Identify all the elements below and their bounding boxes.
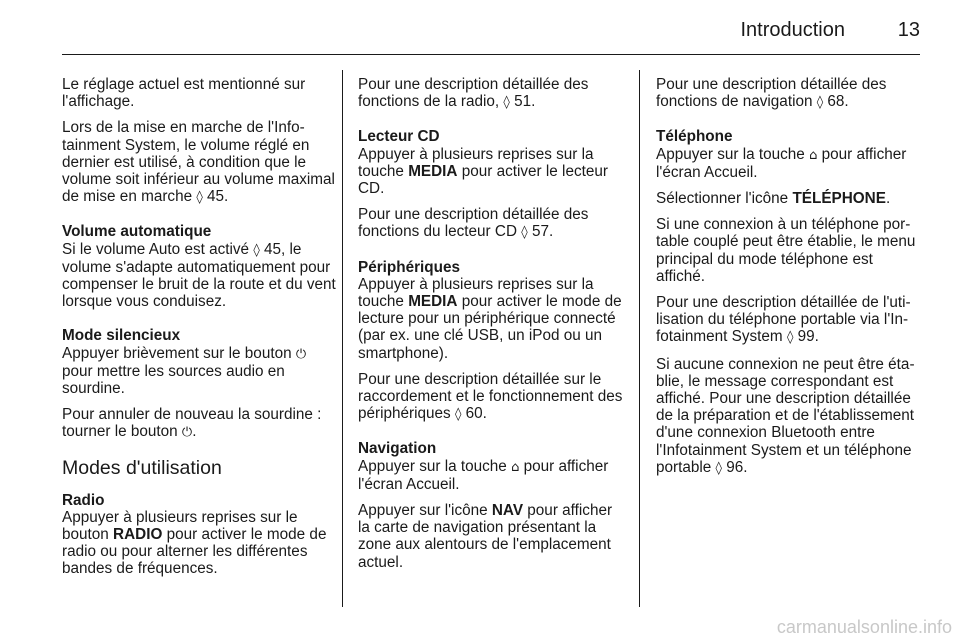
paragraph: Si aucune connexion ne peut être établie, le message correspondant est affiché. Pour une description détaillée de la préparation et de l'établissement d'une connexion Bluetooth entre l'Infotainment System et un téléphone portable ◊ 96. <box>656 355 915 476</box>
paragraph: Sélectionner l'icône TÉLÉPHONE. <box>656 190 891 208</box>
page-ref[interactable]: 96. <box>726 458 748 476</box>
column-right <box>656 76 924 486</box>
page-ref-icon: ◊ <box>196 190 203 206</box>
home-icon: ⌂ <box>511 459 520 475</box>
section-heading: Mode silencieux <box>62 327 181 345</box>
paragraph: Lors de la mise en marche de l'Infotainment System, le volume réglé en dernier est utilisé, à condition que le volume soit inférieur au volume maximal de mise en marche ◊ 45. <box>62 119 335 206</box>
paragraph: Pour une description détaillée des fonctions de navigation ◊ 68. <box>656 76 887 111</box>
section-peripherals: Périphériques Appuyer à plusieurs reprises sur la touche MEDIA pour activer le mode de lecture pour un périphérique connecté (par ex. une clé USB, un iPod ou un smartphone). <box>358 259 624 362</box>
page-ref[interactable]: 45 <box>264 240 282 258</box>
page-ref-icon: ◊ <box>816 95 824 111</box>
section-mute: Mode silencieux Appuyer brièvement sur le bouton ⏻ pour mettre les sources audio en sourdine. <box>62 327 336 397</box>
section-heading: Téléphone <box>656 128 733 146</box>
paragraph: Pour une description détaillée des fonctions de la radio, ◊ 51. <box>358 76 589 111</box>
section-automatic-volume: Volume automatique Si le volume Auto est activé ◊ 45, le volume s'adapte automatiquement pour compenser le bruit de la route et du vent lorsque vous conduisez. <box>62 223 336 311</box>
page-ref[interactable]: 99. <box>797 328 819 346</box>
column-left <box>62 76 336 587</box>
power-icon: ⏻ <box>181 425 193 441</box>
paragraph: Appuyer sur l'icône NAV pour afficher la carte de navigation présentant la zone aux alentours de l'emplacement actuel. <box>358 502 613 571</box>
section-navigation: Navigation Appuyer sur la touche ⌂ pour afficher l'écran Accueil. <box>358 440 624 493</box>
section-radio: Radio Appuyer à plusieurs reprises sur le bouton RADIO pour activer le mode de radio ou pour alterner les différentes bandes de fréquences. <box>62 492 336 578</box>
page-ref-icon: ◊ <box>715 460 722 476</box>
power-icon: ⏻ <box>295 346 307 362</box>
home-icon: ⌂ <box>809 147 818 163</box>
section-heading: Navigation <box>358 440 437 458</box>
radio-button-label: RADIO <box>113 526 163 544</box>
page-ref-icon: ◊ <box>454 407 462 423</box>
chapter-heading: Modes d'utilisation <box>62 456 222 479</box>
paragraph: Pour annuler de nouveau la sourdine : tourner le bouton ⏻. <box>62 406 322 441</box>
column-divider <box>639 70 640 607</box>
page-ref[interactable]: 60. <box>465 405 487 423</box>
page-header <box>62 0 920 55</box>
paragraph: Pour une description détaillée des fonctions du lecteur CD ◊ 57. <box>358 206 589 241</box>
page-ref[interactable]: 45. <box>207 188 229 206</box>
media-button-label: MEDIA <box>408 293 458 311</box>
section-heading: Périphériques <box>358 258 461 276</box>
column-divider <box>342 70 343 607</box>
section-heading: Volume automatique <box>62 223 212 241</box>
page-number: 13 <box>897 19 920 41</box>
page-title: Introduction <box>740 19 845 41</box>
paragraph: Si une connexion à un téléphone portable couplé peut être établie, le menu principal du mode téléphone est affiché. <box>656 216 916 285</box>
section-phone: Téléphone Appuyer sur la touche ⌂ pour afficher l'écran Accueil. <box>656 128 924 181</box>
page-ref-icon: ◊ <box>253 242 260 258</box>
page-ref[interactable]: 68. <box>827 93 849 111</box>
paragraph: Le réglage actuel est mentionné sur l'affichage. <box>62 76 306 111</box>
page-ref[interactable]: 51. <box>514 93 536 111</box>
nav-icon-label: NAV <box>491 502 524 520</box>
section-cd-player: Lecteur CD Appuyer à plusieurs reprises sur la touche MEDIA pour activer le lecteur CD. <box>358 128 624 197</box>
page-ref-icon: ◊ <box>521 225 528 241</box>
section-heading: Radio <box>62 491 105 509</box>
page-ref[interactable]: 57. <box>531 223 554 241</box>
media-button-label: MEDIA <box>408 162 458 180</box>
page-ref-icon: ◊ <box>786 330 794 346</box>
paragraph: Pour une description détaillée sur le raccordement et le fonctionnement des périphériques ◊ 60. <box>358 370 623 423</box>
section-heading: Lecteur CD <box>358 128 440 146</box>
phone-icon-label: TÉLÉPHONE <box>792 190 886 208</box>
page-ref-icon: ◊ <box>503 95 510 111</box>
column-middle <box>358 76 624 580</box>
watermark-logo: carmanualsonline.info <box>776 617 952 637</box>
paragraph: Pour une description détaillée de l'utilisation du téléphone portable via l'Infotainment System ◊ 99. <box>656 294 911 346</box>
